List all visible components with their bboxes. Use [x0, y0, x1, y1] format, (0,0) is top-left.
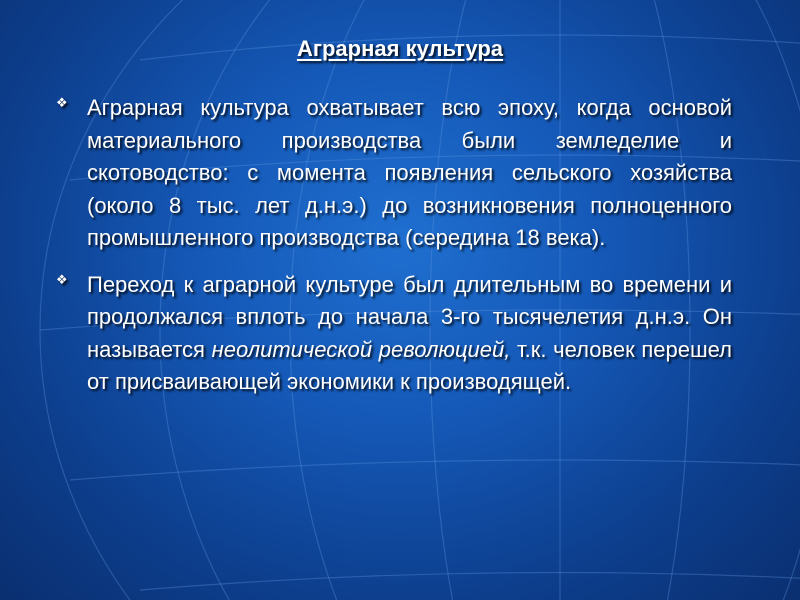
emphasized-term: неолитической революцией, [211, 336, 511, 362]
bullet-list [56, 92, 732, 399]
bullet-neolithic-revolution [56, 269, 732, 399]
slide-title: Аграрная культура [296, 36, 504, 61]
bullet-text: Переход к аграрной культуре был длительным во времени и продолжался вплоть до начала 3-го тысячелетия д.н.э. Он называется [87, 271, 732, 362]
bullet-text: Аграрная культура охватывает всю эпоху, когда основой материального производства были земледелие и скотоводство: с момента появления сельского хозяйства (около 8 тыс. лет д.н.э.) до возникновения полноценного промышленного производства (середина 18 века). [87, 95, 732, 250]
bullet-text: т.к. человек перешел от присваивающей экономики к производящей. [87, 336, 732, 394]
bullet-agrarian-era [56, 92, 732, 255]
diamond-cluster-icon: ❖ [56, 271, 68, 287]
diamond-cluster-icon: ❖ [56, 95, 68, 110]
